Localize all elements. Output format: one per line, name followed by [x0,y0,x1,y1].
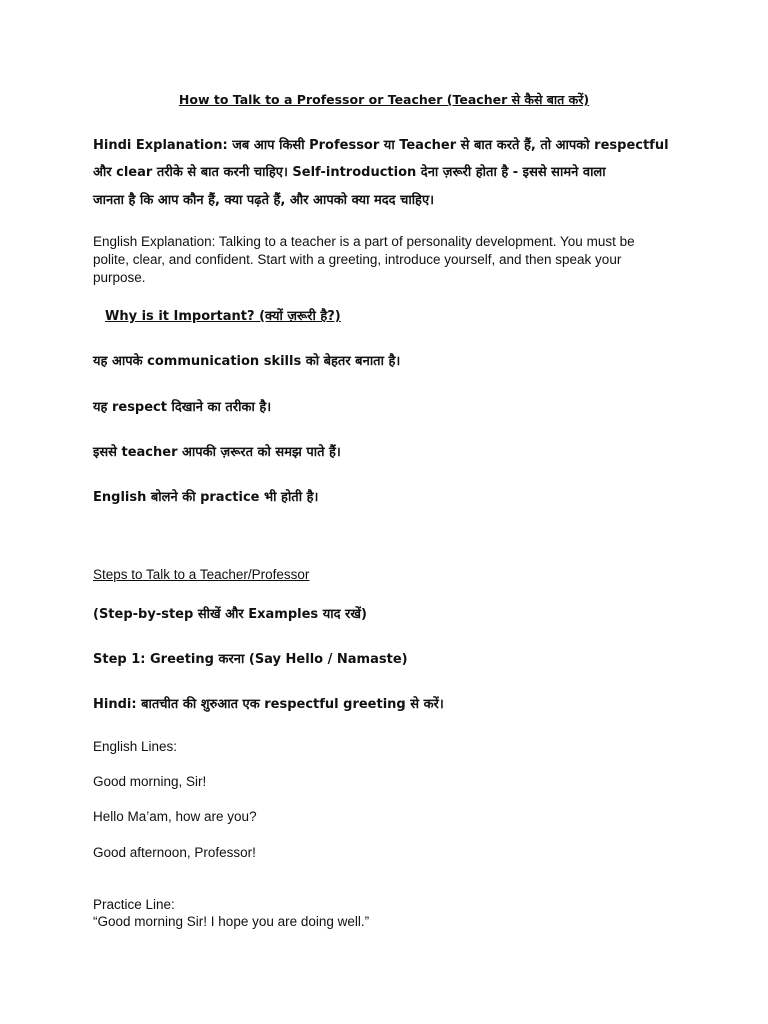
english-line-3: Good afternoon, Professor! [93,845,256,860]
why-point-1: यह आपके communication skills को बेहतर बनाता है। [93,354,401,369]
step-1-heading: Step 1: Greeting करना (Say Hello / Namaste) [93,652,408,667]
hindi-explanation-line-3: जानता है कि आप कौन हैं, क्या पढ़ते हैं, और आपको क्या मदद चाहिए। [93,193,435,208]
english-line-2: Hello Ma’am, how are you? [93,809,257,824]
practice-line-label: Practice Line: [93,897,175,912]
english-line-1: Good morning, Sir! [93,774,207,789]
steps-subheading: (Step-by-step सीखें और Examples याद रखें) [93,607,367,622]
hindi-explanation-line-2: और clear तरीके से बात करनी चाहिए। Self-introduction देना ज़रूरी होता है - इससे सामने वाला [93,165,606,180]
english-explanation: English Explanation: Talking to a teacher is a part of personality development. You must be polite, clear, and confident. Start with a greeting, introduce yourself, and then speak your purpose. [93,234,635,285]
practice-line: “Good morning Sir! I hope you are doing well.” [93,914,370,929]
hindi-explanation-line-1: Hindi Explanation: जब आप किसी Professor या Teacher से बात करते हैं, तो आपको respectful [93,138,669,153]
why-important-heading: Why is it Important? (क्यों ज़रूरी है?) [105,309,341,324]
steps-heading: Steps to Talk to a Teacher/Professor [93,567,310,582]
document-title: How to Talk to a Professor or Teacher (Teacher से कैसे बात करें) [178,92,590,107]
english-lines-label: English Lines: [93,739,178,754]
why-point-3: इससे teacher आपकी ज़रूरत को समझ पाते हैं। [93,445,341,460]
why-point-4: English बोलने की practice भी होती है। [93,490,319,505]
why-point-2: यह respect दिखाने का तरीका है। [93,400,272,415]
step-1-hindi: Hindi: बातचीत की शुरुआत एक respectful greeting से करें। [93,697,444,712]
